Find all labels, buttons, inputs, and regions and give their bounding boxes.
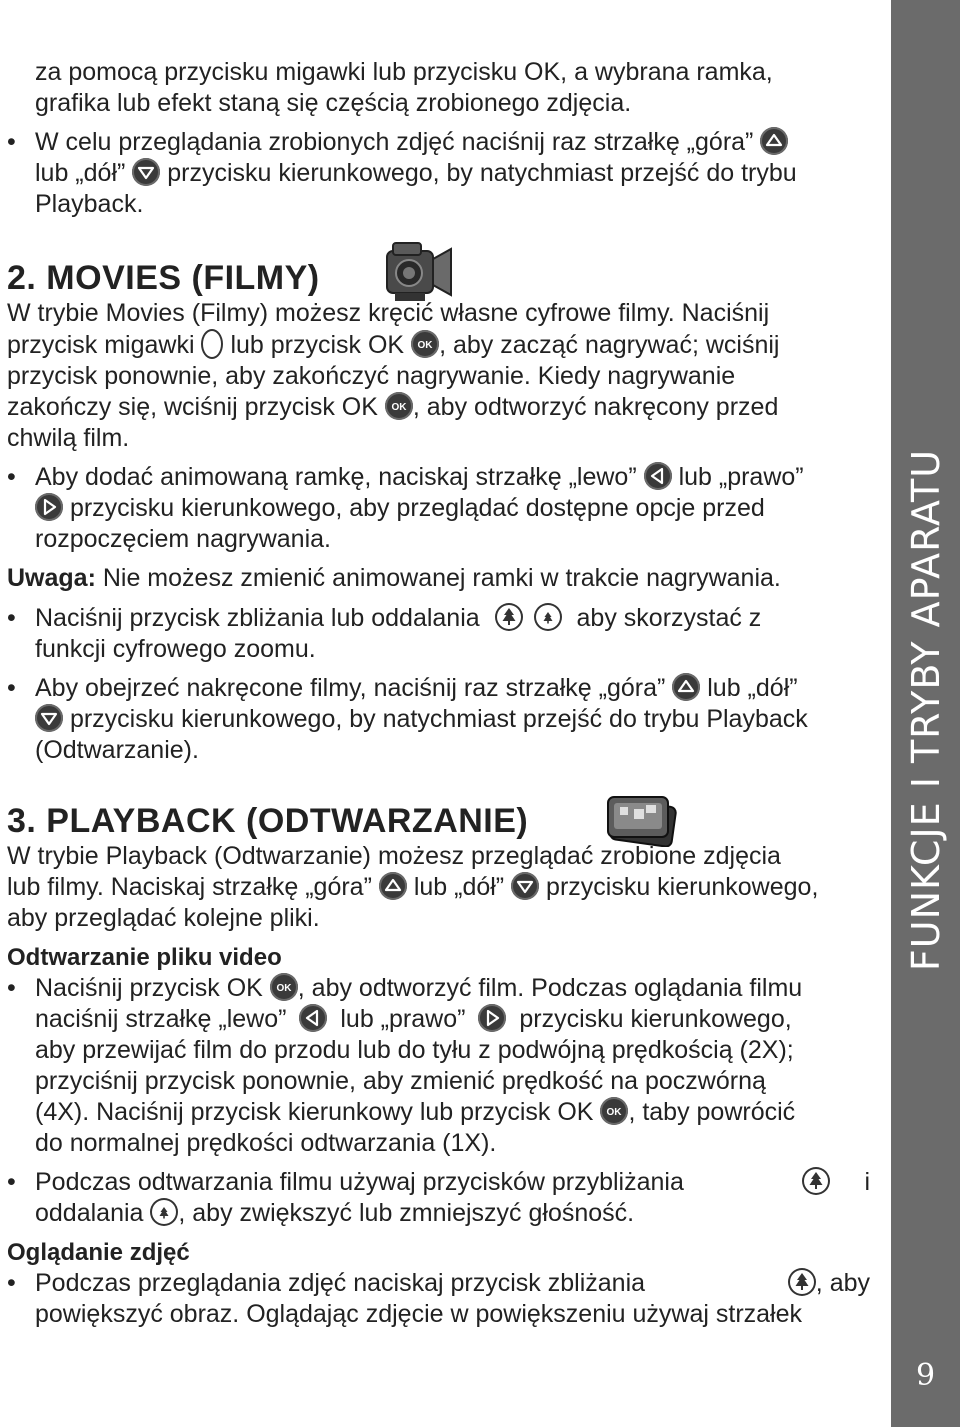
text-line: Naciśnij przycisk OK OK , aby odtworzyć film. Podczas oglądania filmu bbox=[35, 974, 803, 1002]
text-line: (4X). Naciśnij przycisk kierunkowy lub przycisk OK OK , taby powrócić bbox=[35, 1098, 796, 1126]
video-camera-icon bbox=[383, 237, 455, 307]
zoom-in-icon bbox=[802, 1167, 830, 1195]
text-line: Podczas odtwarzania filmu używaj przycisków przybliżania i bbox=[35, 1168, 870, 1196]
shutter-button-icon bbox=[201, 329, 223, 359]
text-line: powiększyć obraz. Oglądając zdjęcie w powiększeniu używaj strzałek bbox=[35, 1300, 803, 1328]
text-line: chwilą film. bbox=[7, 424, 130, 452]
section-heading-playback: 3. PLAYBACK (ODTWARZANIE) bbox=[7, 802, 529, 840]
text-line: Podczas przeglądania zdjęć naciskaj przycisk zbliżania , aby bbox=[35, 1269, 870, 1297]
arrow-up-icon bbox=[760, 127, 788, 155]
text-line: przycisk migawki lub przycisk OK OK , aby zacząć nagrywać; wciśnij bbox=[7, 331, 780, 359]
text-line: za pomocą przycisku migawki lub przycisku OK, a wybrana ramka, bbox=[35, 58, 773, 86]
bullet: • bbox=[7, 604, 16, 632]
zoom-out-icon bbox=[150, 1198, 178, 1226]
svg-text:OK: OK bbox=[606, 1107, 622, 1119]
text-line: do normalnej prędkości odtwarzania (1X). bbox=[35, 1129, 497, 1157]
ok-button-icon bbox=[385, 392, 413, 420]
text-line: przycisku kierunkowego, by natychmiast przejść do trybu Playback bbox=[35, 704, 808, 735]
arrow-left-icon bbox=[644, 462, 672, 490]
text-line: W celu przeglądania zrobionych zdjęć naciśnij raz strzałkę „góra” bbox=[35, 127, 788, 158]
bullet: • bbox=[7, 974, 16, 1002]
bullet: • bbox=[7, 128, 16, 156]
text-line: przycisk ponownie, aby zakończyć nagrywanie. Kiedy nagrywanie bbox=[7, 362, 736, 390]
zoom-in-icon bbox=[495, 603, 523, 631]
page-number: 9 bbox=[915, 1358, 936, 1393]
arrow-down-icon bbox=[35, 704, 63, 732]
subheading-video: Odtwarzanie pliku video bbox=[7, 944, 282, 971]
text-line: aby przewijać film do przodu lub do tyłu z podwójną prędkością (2X); bbox=[35, 1036, 794, 1064]
note: Uwaga: Nie możesz zmienić animowanej ramki w trakcie nagrywania. bbox=[7, 564, 781, 592]
text-line: przyciśnij przycisk ponownie, aby zmienić prędkość na poczwórną bbox=[35, 1067, 766, 1095]
arrow-right-icon bbox=[35, 493, 63, 521]
arrow-right-icon bbox=[478, 1004, 506, 1032]
bullet: • bbox=[7, 1269, 16, 1297]
svg-text:OK: OK bbox=[391, 402, 407, 414]
bullet: • bbox=[7, 1168, 16, 1196]
zoom-out-icon bbox=[534, 603, 562, 631]
subheading-photo: Oglądanie zdjęć bbox=[7, 1239, 190, 1266]
chapter-title: FUNKCJE I TRYBY APARATU bbox=[903, 448, 948, 972]
arrow-left-icon bbox=[299, 1004, 327, 1032]
ok-button-icon bbox=[270, 973, 298, 1001]
text-line: Aby dodać animowaną ramkę, naciskaj strzałkę „lewo” lub „prawo” bbox=[35, 463, 804, 491]
bullet: • bbox=[7, 674, 16, 702]
ok-button-icon bbox=[600, 1097, 628, 1125]
chapter-sidebar bbox=[891, 0, 960, 1427]
text-line: naciśnij strzałkę „lewo” lub „prawo” przycisku kierunkowego, bbox=[35, 1005, 792, 1033]
text-line: (Odtwarzanie). bbox=[35, 736, 199, 764]
text-line: lub „dół” przycisku kierunkowego, by natychmiast przejść do trybu bbox=[35, 159, 797, 187]
text-line: rozpoczęciem nagrywania. bbox=[35, 525, 331, 553]
text-line: funkcji cyfrowego zoomu. bbox=[35, 635, 316, 663]
bullet: • bbox=[7, 463, 16, 491]
text-line: przycisku kierunkowego, aby przeglądać dostępne opcje przed bbox=[35, 493, 765, 524]
text-line: Aby obejrzeć nakręcone filmy, naciśnij raz strzałkę „góra” lub „dół” bbox=[35, 674, 798, 702]
arrow-up-icon bbox=[379, 872, 407, 900]
text-line: W trybie Playback (Odtwarzanie) możesz przeglądać zrobione zdjęcia bbox=[7, 842, 781, 870]
section-heading-movies: 2. MOVIES (FILMY) bbox=[7, 259, 320, 297]
arrow-down-icon bbox=[511, 872, 539, 900]
text-line: zakończy się, wciśnij przycisk OK OK , aby odtworzyć nakręcony przed bbox=[7, 393, 779, 421]
text-line: Playback. bbox=[35, 190, 144, 218]
text-line: oddalania , aby zwiększyć lub zmniejszyć głośność. bbox=[35, 1199, 635, 1227]
text-line: lub filmy. Naciskaj strzałkę „góra” lub „dół” przycisku kierunkowego, bbox=[7, 873, 819, 901]
zoom-in-icon bbox=[788, 1268, 816, 1296]
text-line: W trybie Movies (Filmy) możesz kręcić własne cyfrowe filmy. Naciśnij bbox=[7, 299, 770, 327]
playback-mode-icon bbox=[606, 795, 678, 847]
svg-text:OK: OK bbox=[417, 340, 433, 352]
ok-button-icon bbox=[411, 330, 439, 358]
text-line: grafika lub efekt staną się częścią zrobionego zdjęcia. bbox=[35, 89, 632, 117]
text-line: Naciśnij przycisk zbliżania lub oddalania aby skorzystać z bbox=[35, 604, 762, 632]
arrow-down-icon bbox=[132, 158, 160, 186]
arrow-up-icon bbox=[672, 673, 700, 701]
text-line: aby przeglądać kolejne pliki. bbox=[7, 904, 320, 932]
svg-text:OK: OK bbox=[276, 983, 292, 995]
